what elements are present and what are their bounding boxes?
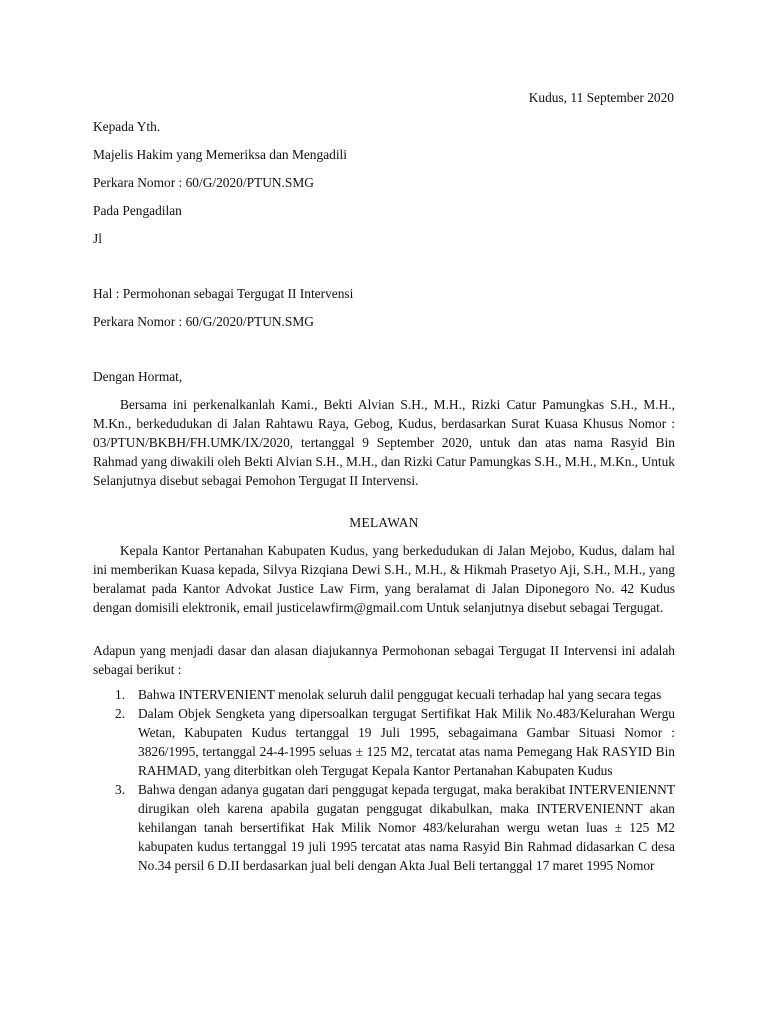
basis-paragraph: Adapun yang menjadi dasar dan alasan diajukannya Permohonan sebagai Tergugat II Intervensi ini adalah sebagai berikut : — [93, 643, 675, 677]
greeting: Dengan Hormat, — [93, 369, 183, 384]
recipient-line-1: Kepada Yth. — [93, 119, 161, 134]
recipient-line-2: Majelis Hakim yang Memeriksa dan Mengadili — [93, 147, 347, 162]
list-item-number: 1. — [115, 687, 126, 702]
versus-heading: MELAWAN — [349, 515, 419, 530]
letter-date: Kudus, 11 September 2020 — [528, 90, 674, 105]
case-number-line: Perkara Nomor : 60/G/2020/PTUN.SMG — [93, 314, 314, 329]
opponent-paragraph: Kepala Kantor Pertanahan Kabupaten Kudus, yang berkedudukan di Jalan Mejobo, Kudus, dalam hal ini memberikan Kuasa kepada, Silvya Rizqiana Dewi S.H., M.H., & Hikmah Prasetyo Aji, S.H., M.H., yang beralamat pada Kantor Advokat Justice Law Firm, yang beralamat di Jalan Diponegoro No. 42 Kudus dengan domisili elektronik, email justicelawfirm@gmail.com Untuk selanjutnya disebut sebagai Tergugat. — [93, 543, 675, 615]
list-item-text: Dalam Objek Sengketa yang dipersoalkan tergugat Sertifikat Hak Milik No.483/Kelurahan Wergu Wetan, Kabupaten Kudus tertanggal 19 Juli 1995, sebagaimana Gambar Situasi Nomor : 3826/1995, tertanggal 24-4-1995 seluas ± 125 M2, tercatat atas nama Pemegang Hak RASYID Bin RAHMAD, yang diterbitkan oleh Tergugat Kepala Kantor Pertanahan Kabupaten Kudus — [138, 706, 675, 778]
subject-line: Hal : Permohonan sebagai Tergugat II Intervensi — [93, 286, 354, 301]
intro-paragraph: Bersama ini perkenalkanlah Kami., Bekti Alvian S.H., M.H., Rizki Catur Pamungkas S.H., M.H., M.Kn., berkedudukan di Jalan Rahtawu Raya, Gebog, Kudus, berdasarkan Surat Kuasa Khusus Nomor : 03/PTUN/BKBH/FH.UMK/IX/2020, tertanggal 9 September 2020, untuk dan atas nama Rasyid Bin Rahmad yang diwakili oleh Bekti Alvian S.H., M.H., dan Rizki Catur Pamungkas S.H., M.H., M.Kn., Untuk Selanjutnya disebut sebagai Pemohon Tergugat II Intervensi. — [93, 397, 675, 488]
list-item — [93, 780, 675, 875]
recipient-line-3: Perkara Nomor : 60/G/2020/PTUN.SMG — [93, 175, 314, 190]
list-item-number: 3. — [115, 782, 126, 797]
list-item — [93, 685, 675, 704]
recipient-line-4: Pada Pengadilan — [93, 203, 182, 218]
list-item-number: 2. — [115, 706, 126, 721]
recipient-line-5: Jl — [93, 231, 102, 246]
list-item — [93, 704, 675, 780]
list-item-text: Bahwa INTERVENIENT menolak seluruh dalil penggugat kecuali terhadap hal yang secara tegas — [138, 687, 662, 702]
list-item-text: Bahwa dengan adanya gugatan dari penggugat kepada tergugat, maka berakibat INTERVENIENNT dirugikan oleh karena apabila gugatan penggugat dikabulkan, maka INTERVENIENNT akan kehilangan tanah bersertifikat Hak Milik Nomor 483/kelurahan wergu wetan luas ± 125 M2 kabupaten kudus tertanggal 19 juli 1995 tercatat atas nama Rasyid Bin Rahmad didasarkan C desa No.34 persil 6 D.II berdasarkan jual beli dengan Akta Jual Beli tertanggal 17 maret 1995 Nomor — [138, 782, 675, 873]
reasons-list — [93, 685, 675, 875]
